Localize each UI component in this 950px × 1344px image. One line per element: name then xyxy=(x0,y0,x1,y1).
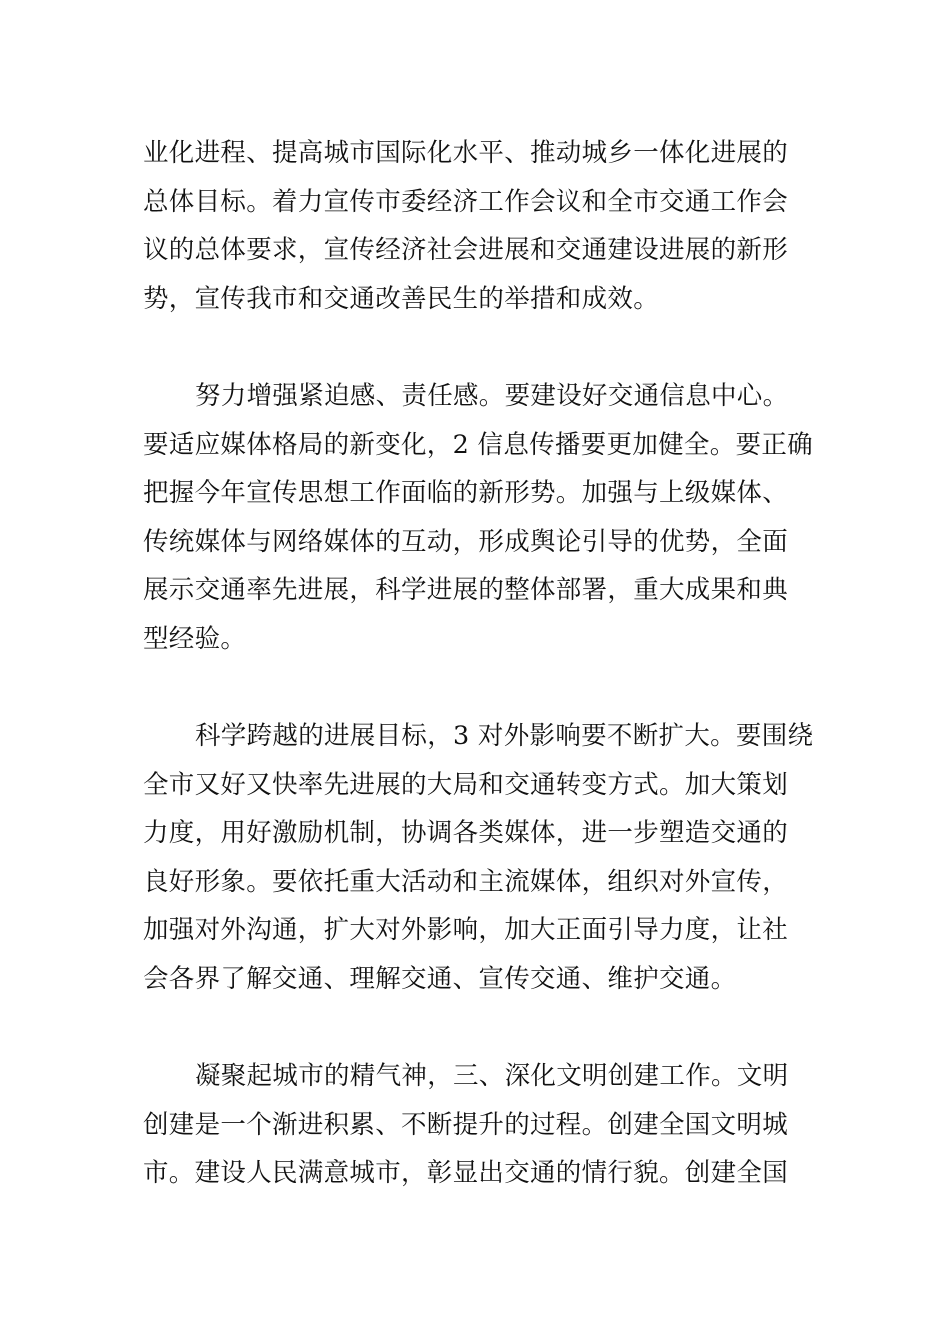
text-line: 市。建设人民满意城市，彰显出交通的情行貌。创建全国 xyxy=(143,1158,789,1188)
text-line: 科学跨越的进展目标，3 对外影响要不断扩大。要围绕 xyxy=(195,721,814,751)
text-line: 要适应媒体格局的新变化，2 信息传播要更加健全。要正确 xyxy=(143,429,813,460)
text-line: 全市又好又快率先进展的大局和交通转变方式。加大策划 xyxy=(143,769,789,800)
paragraph-gap xyxy=(143,663,811,712)
text-line: 良好形象。要依托重大活动和主流媒体，组织对外宣传， xyxy=(143,866,789,897)
text-line: 加强对外沟通，扩大对外影响，加大正面引导力度，让社 xyxy=(143,915,789,945)
text-line: 总体目标。着力宣传市委经济工作会议和全市交通工作会 xyxy=(143,186,789,217)
paragraph-3 xyxy=(143,712,814,1003)
text-line: 展示交通率先进展，科学进展的整体部署，重大成果和典 xyxy=(143,575,789,605)
text-line: 凝聚起城市的精气神，三、深化文明创建工作。文明 xyxy=(195,1061,789,1091)
text-line: 传统媒体与网络媒体的互动，形成舆论引导的优势，全面 xyxy=(143,526,789,557)
text-line: 议的总体要求，宣传经济社会进展和交通建设进展的新形 xyxy=(143,235,789,265)
paragraph-4 xyxy=(143,1052,811,1198)
text-line: 力度，用好激励机制，协调各类媒体，进一步塑造交通的 xyxy=(143,818,789,848)
text-line: 型经验。 xyxy=(143,623,247,654)
text-line: 势，宣传我市和交通改善民生的举措和成效。 xyxy=(143,283,660,314)
paragraph-gap xyxy=(143,323,811,372)
text-line: 会各界了解交通、理解交通、宣传交通、维护交通。 xyxy=(143,963,737,994)
text-line: 努力增强紧迫感、责任感。要建设好交通信息中心。 xyxy=(195,381,789,411)
text-line: 创建是一个渐进积累、不断提升的过程。创建全国文明城 xyxy=(143,1109,789,1140)
paragraph-1 xyxy=(143,129,811,323)
text-line: 业化进程、提高城市国际化水平、推动城乡一体化进展的 xyxy=(143,138,789,168)
paragraph-gap xyxy=(143,1003,811,1052)
text-line: 把握今年宣传思想工作面临的新形势。加强与上级媒体、 xyxy=(143,478,789,508)
paragraph-2 xyxy=(143,372,811,663)
document-page xyxy=(143,129,814,1198)
